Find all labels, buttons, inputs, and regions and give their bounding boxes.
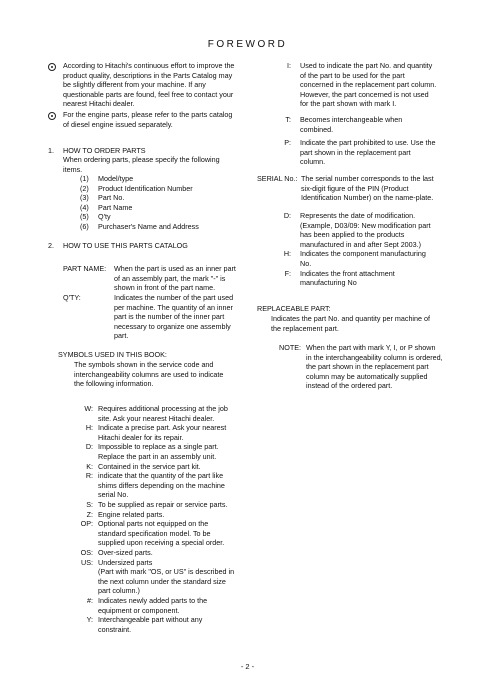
order-item xyxy=(80,174,250,184)
text-line: interchangeability columns are used to indicate xyxy=(74,369,224,379)
symbol-description xyxy=(98,442,258,461)
text-line: equipment or component. xyxy=(98,605,180,615)
symbol-description xyxy=(98,510,258,520)
symbol-description xyxy=(98,558,258,596)
text-line: The serial number corresponds to the last xyxy=(301,174,434,183)
order-item xyxy=(80,203,250,213)
text-line: per machine. The quantity of an inner xyxy=(114,302,233,312)
text-line: shown in front of the part name. xyxy=(114,283,216,293)
item-number: (3) xyxy=(80,193,89,203)
text-line: Hitachi dealer for its repair. xyxy=(98,432,184,442)
intro-bullet-icon-1-wrap xyxy=(48,62,56,73)
symbol-description xyxy=(300,269,465,288)
text-line: nearest Hitachi dealer. xyxy=(63,99,135,109)
text-line: items. xyxy=(63,164,83,174)
text-line: part column.) xyxy=(98,586,140,596)
text-line: Undersized parts xyxy=(98,557,153,567)
text-line: instead of the ordered part. xyxy=(306,381,393,391)
text-line: shims differs depending on the machine xyxy=(98,480,225,490)
section-1-body xyxy=(63,155,243,174)
symbol-description xyxy=(98,500,258,510)
text-line: Replace the part in an assembly unit. xyxy=(98,451,217,461)
serial-body xyxy=(301,174,461,203)
text-line: the following information. xyxy=(74,379,154,389)
text-line: Optional parts not equipped on the xyxy=(98,519,209,529)
text-line: manufactured in and after Sept 2003.) xyxy=(300,239,422,249)
symbol-code: T: xyxy=(285,115,291,124)
text-line: for the part shown with mark I. xyxy=(300,99,397,109)
page-number: - 2 - xyxy=(240,662,255,671)
symbol-description xyxy=(98,596,258,615)
note-body xyxy=(306,343,464,391)
text-line: Indicates the component manufacturing xyxy=(300,249,426,259)
text-line: combined. xyxy=(300,124,334,134)
text-line: of the part to be used for the part xyxy=(300,70,405,80)
symbol-description xyxy=(300,61,465,109)
item-text: Q'ty xyxy=(98,212,111,222)
text-line: Used to indicate the part No. and quantity xyxy=(300,61,433,70)
order-items-list xyxy=(80,174,250,232)
text-line: questionable parts are found, feel free to contact your xyxy=(63,89,234,99)
text-line: (Example, D03/09: New modification part xyxy=(300,220,431,230)
item-number: (2) xyxy=(80,183,89,193)
symbol-code: US: xyxy=(81,557,93,567)
item-text: Product Identification Number xyxy=(98,183,193,193)
def-body-part-name xyxy=(114,264,254,293)
order-item xyxy=(80,212,250,222)
text-line: (Part with mark "OS, or US" is described in xyxy=(98,567,235,577)
symbol-code: R: xyxy=(85,471,93,481)
item-number: (6) xyxy=(80,221,89,231)
symbol-description xyxy=(98,404,258,423)
symbol-code: P: xyxy=(284,138,291,148)
text-line: the replacement part. xyxy=(271,323,339,333)
text-line: part. xyxy=(114,331,129,341)
text-line: When the part with mark Y, I, or P shown xyxy=(306,343,436,352)
symbols-intro xyxy=(74,360,252,389)
item-text: Model/type xyxy=(98,174,134,183)
symbol-code: Z: xyxy=(86,509,93,519)
text-line: be slightly different from your machine. If any xyxy=(63,80,206,90)
symbol-description xyxy=(98,519,258,548)
text-line: No. xyxy=(300,258,312,268)
text-line: six-digit figure of the PIN (Product xyxy=(301,183,409,193)
text-line: However, the part concerned is not used xyxy=(300,89,429,99)
text-line: Engine related parts. xyxy=(98,509,165,519)
item-text: Purchaser's Name and Address xyxy=(98,221,199,231)
text-line: in the interchangeability column is ordered, xyxy=(306,352,443,362)
def-body-qty xyxy=(114,293,254,341)
def-term-qty: Q'TY: xyxy=(63,293,81,302)
intro-bullet-icon-2-wrap xyxy=(48,111,56,122)
symbol-code: #: xyxy=(87,596,93,605)
intro-paragraph-1 xyxy=(63,61,235,109)
text-line: Represents the date of modification. xyxy=(300,211,416,220)
order-item xyxy=(80,222,250,232)
section-2-heading: HOW TO USE THIS PARTS CATALOG xyxy=(63,241,188,250)
text-line: of diesel engine issued separately. xyxy=(63,119,173,129)
symbol-code: OP: xyxy=(80,519,93,529)
text-line: For the engine parts, please refer to the parts catalog xyxy=(63,110,233,119)
intro-paragraph-2 xyxy=(63,110,238,129)
symbol-code: D: xyxy=(85,442,93,452)
symbol-description xyxy=(300,249,465,268)
text-line: supplied upon receiving a special order. xyxy=(98,538,225,548)
text-line: According to Hitachi's continuous effort to improve the xyxy=(63,61,235,70)
symbol-description xyxy=(98,548,258,558)
symbol-description xyxy=(300,115,465,134)
note-term: NOTE: xyxy=(279,343,301,352)
item-number: (5) xyxy=(80,212,89,222)
order-item xyxy=(80,193,250,203)
symbol-description xyxy=(98,471,258,500)
symbol-code: F: xyxy=(284,268,291,278)
text-line: the next column under the standard size xyxy=(98,576,226,586)
symbol-code: H: xyxy=(283,249,291,259)
symbol-code: I: xyxy=(287,61,291,70)
text-line: When ordering parts, please specify the following xyxy=(63,155,220,164)
text-line: When the part is used as an inner part xyxy=(114,264,236,273)
symbol-code: W: xyxy=(84,404,93,413)
text-line: product quality, descriptions in the Parts Catalog may xyxy=(63,70,233,80)
section-2-number: 2. xyxy=(48,241,54,250)
text-line: Contained in the service part kit. xyxy=(98,461,201,471)
text-line: concerned in the replacement part column. xyxy=(300,80,437,90)
text-line: Indicates the front attachment xyxy=(300,268,395,278)
symbol-description xyxy=(98,423,258,442)
text-line: has been applied to the products xyxy=(300,230,405,240)
text-line: constraint. xyxy=(98,624,132,634)
text-line: standard specification model. To be xyxy=(98,528,211,538)
symbol-code: D: xyxy=(283,211,291,220)
symbol-code: OS: xyxy=(80,548,93,557)
text-line: part is the number of the inner part xyxy=(114,312,225,322)
symbol-description xyxy=(98,462,258,472)
item-text: Part No. xyxy=(98,193,125,203)
text-line: The symbols shown in the service code and xyxy=(74,360,214,369)
item-number: (1) xyxy=(80,174,89,183)
item-text: Part Name xyxy=(98,202,133,212)
text-line: Indicates newly added parts to the xyxy=(98,596,208,605)
text-line: serial No. xyxy=(98,490,129,500)
serial-term: SERIAL No.: xyxy=(257,174,298,183)
symbols-heading: SYMBOLS USED IN THIS BOOK: xyxy=(58,350,167,359)
symbol-description xyxy=(300,138,465,167)
symbol-code: Y: xyxy=(86,615,93,625)
def-term-part-name: PART NAME: xyxy=(63,264,107,273)
replaceable-body xyxy=(271,314,461,333)
symbol-description xyxy=(98,615,258,634)
text-line: Indicate a precise part. Ask your nearest xyxy=(98,423,227,433)
text-line: Interchangeable part without any xyxy=(98,615,203,625)
text-line: of an assembly part, the mark "-" is xyxy=(114,273,226,283)
text-line: Identification Number) on the name-plate. xyxy=(301,193,434,203)
bullet-icon xyxy=(48,63,56,71)
symbol-description xyxy=(300,211,465,249)
page-title: FOREWORD xyxy=(207,39,288,50)
text-line: indicate that the quantity of the part like xyxy=(98,471,224,481)
bullet-icon xyxy=(48,112,56,120)
text-line: Requires additional processing at the job xyxy=(98,404,228,413)
section-1-heading: HOW TO ORDER PARTS xyxy=(63,146,146,155)
text-line: site. Ask your nearest Hitachi dealer. xyxy=(98,413,215,423)
text-line: column. xyxy=(300,157,326,167)
text-line: manufacturing No xyxy=(300,278,357,288)
text-line: To be supplied as repair or service parts. xyxy=(98,500,228,509)
symbol-code: H: xyxy=(85,423,93,433)
item-number: (4) xyxy=(80,202,89,212)
text-line: the part shown in the replacement part xyxy=(306,362,429,372)
text-line: Becomes interchangeable when xyxy=(300,115,403,124)
text-line: necessary to organize one assembly xyxy=(114,321,231,331)
text-line: Indicates the part No. and quantity per machine of xyxy=(271,314,431,323)
text-line: Over-sized parts. xyxy=(98,548,153,557)
symbol-code: K: xyxy=(86,461,93,471)
symbol-code: S: xyxy=(86,500,93,509)
text-line: part shown in the replacement part xyxy=(300,147,411,157)
replaceable-heading: REPLACEABLE PART: xyxy=(257,304,331,313)
text-line: Indicates the number of the part used xyxy=(114,293,234,302)
section-1-number: 1. xyxy=(48,146,54,155)
text-line: column may be automatically supplied xyxy=(306,371,428,381)
text-line: Indicate the part prohibited to use. Use the xyxy=(300,138,436,148)
order-item xyxy=(80,184,250,194)
text-line: Impossible to replace as a single part. xyxy=(98,442,219,452)
